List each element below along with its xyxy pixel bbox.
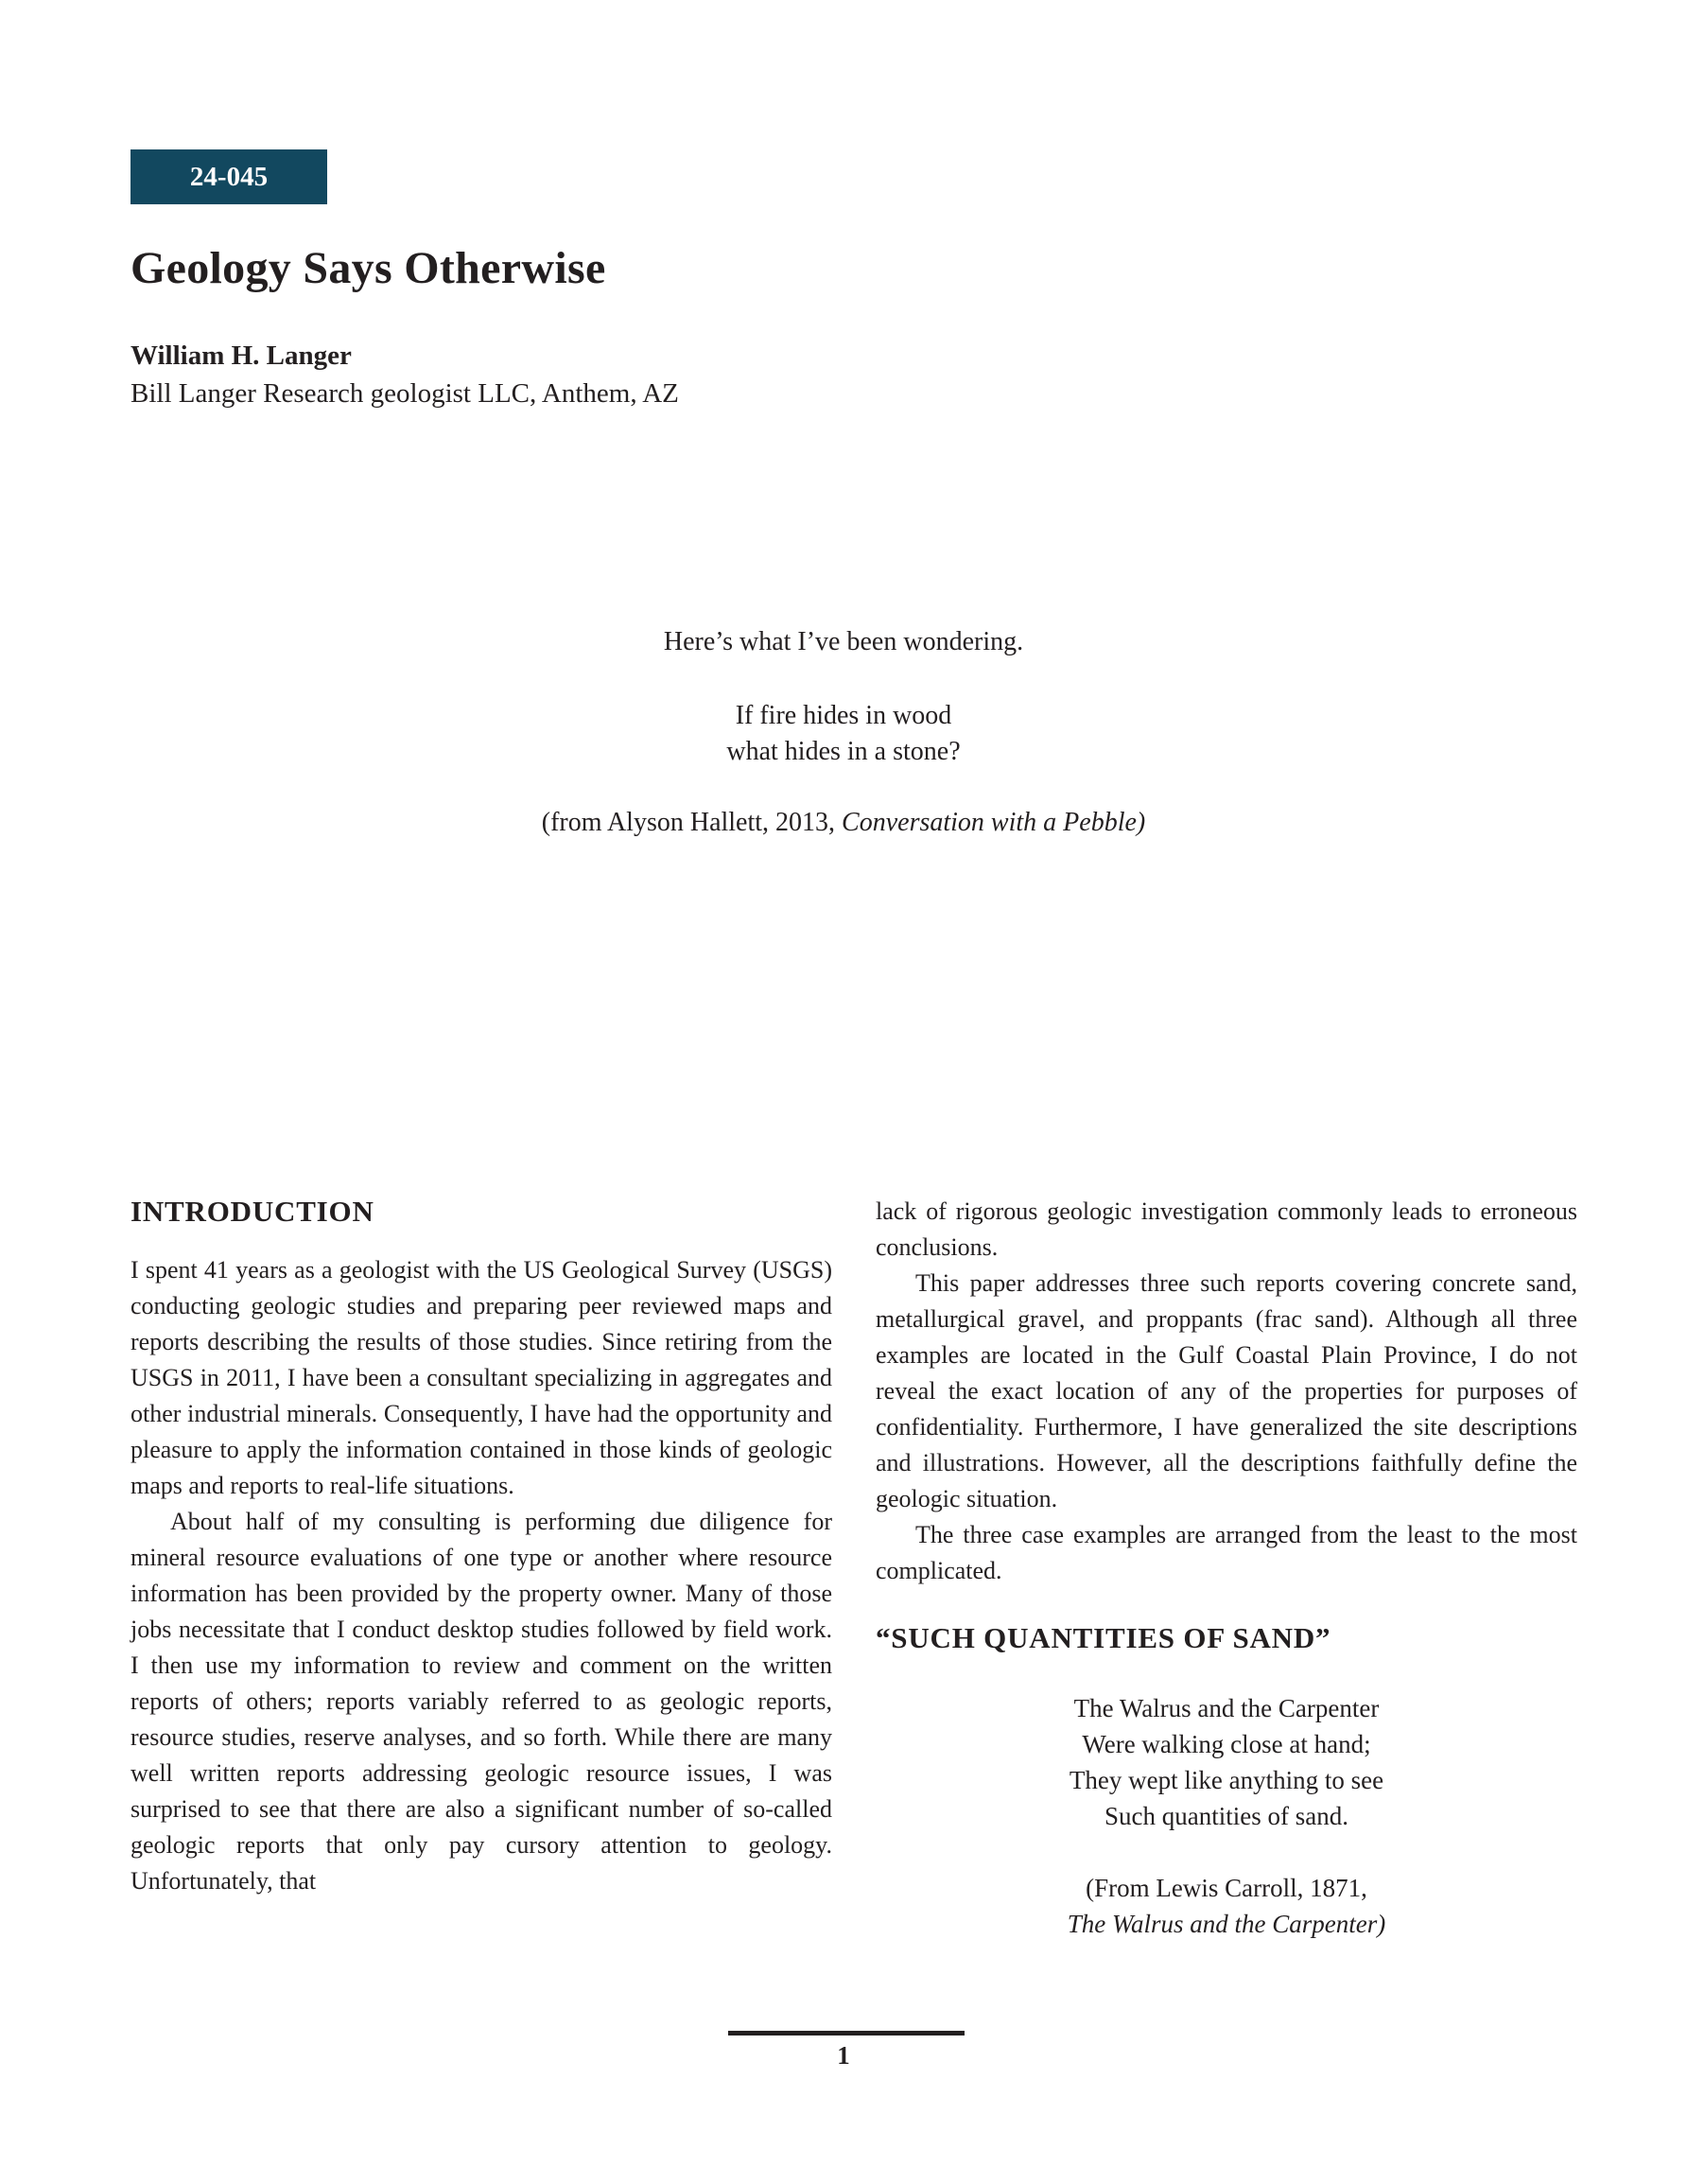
poem-line-3: They wept like anything to see <box>1069 1766 1384 1794</box>
epigraph-attribution-suffix: ) <box>1136 808 1146 837</box>
epigraph-line-3: what hides in a stone? <box>726 737 961 766</box>
poem-line-4: Such quantities of sand. <box>1104 1802 1348 1830</box>
author-block <box>130 337 679 412</box>
poem-attribution <box>876 1870 1577 1942</box>
continuation-paragraph-2: This paper addresses three such reports covering concrete sand, metallurgical gravel, and proppants (frac sand). Although all three examples are located in the Gulf Coastal Plain Province, I do not reveal the exact location of any of the properties for purposes of confidentiality. Furthermore, I have generalized the site descriptions and illustrations. However, all the descriptions faithfully define the geologic situation. <box>876 1269 1577 1512</box>
epigraph <box>0 624 1687 841</box>
poem-attribution-line-1: (From Lewis Carroll, 1871, <box>1086 1874 1367 1902</box>
continuation-paragraph-3: The three case examples are arranged from the least to the most complicated. <box>876 1521 1577 1584</box>
introduction-paragraph-1: I spent 41 years as a geologist with the US Geological Survey (USGS) conducting geologic studies and preparing peer reviewed maps and reports describing the results of those studies. Since retiring from the USGS in 2011, I have been a consultant specializing in aggregates and other industrial minerals. Consequently, I have had the opportunity and pleasure to apply the information contained in those kinds of geologic maps and reports to real-life situations. <box>130 1256 832 1499</box>
introduction-heading: INTRODUCTION <box>130 1195 374 1228</box>
epigraph-line-2: If fire hides in wood <box>735 701 952 730</box>
paper-number-badge <box>130 149 327 204</box>
two-column-body <box>130 1194 1577 1942</box>
poem-line-2: Were walking close at hand; <box>1082 1730 1371 1758</box>
left-column <box>130 1194 832 1942</box>
author-name: William H. Langer <box>130 341 352 371</box>
paper-title: Geology Says Otherwise <box>130 243 606 293</box>
right-column <box>876 1194 1577 1942</box>
continuation-paragraph-1: lack of rigorous geologic investigation commonly leads to erroneous conclusions. <box>876 1197 1577 1261</box>
paper-number: 24-045 <box>189 161 269 192</box>
epigraph-line-1: Here’s what I’ve been wondering. <box>663 627 1024 656</box>
epigraph-attribution-title: Conversation with a Pebble <box>842 808 1137 837</box>
sand-section-heading: “SUCH QUANTITIES OF SAND” <box>876 1621 1331 1654</box>
walrus-poem <box>876 1690 1577 1942</box>
epigraph-attribution-prefix: (from Alyson Hallett, 2013, <box>541 808 843 837</box>
introduction-paragraph-2: About half of my consulting is performing due diligence for mineral resource evaluations of one type or another where resource information has been provided by the property owner. Many of those jobs necessitate that I conduct desktop studies followed by field work. I then use my information to review and comment on the written reports of others; reports variably referred to as geologic reports, resource studies, reserve analyses, and so forth. While there are many well written reports addressing geologic resource issues, I was surprised to see that there are also a significant number of so-called geologic reports that only pay cursory attention to geology. Unfortunately, that <box>130 1508 832 1895</box>
page-number: 1 <box>837 2041 850 2070</box>
poem-attribution-line-2 <box>876 1906 1577 1942</box>
poem-attribution-title: The Walrus and the Carpenter <box>1067 1910 1378 1938</box>
epigraph-stanza <box>0 698 1687 770</box>
footer-rule <box>728 2031 965 2035</box>
epigraph-attribution <box>0 805 1687 841</box>
author-affiliation: Bill Langer Research geologist LLC, Anthem, AZ <box>130 378 679 409</box>
poem-line-1: The Walrus and the Carpenter <box>1073 1694 1380 1722</box>
poem-attribution-suffix: ) <box>1377 1910 1386 1938</box>
